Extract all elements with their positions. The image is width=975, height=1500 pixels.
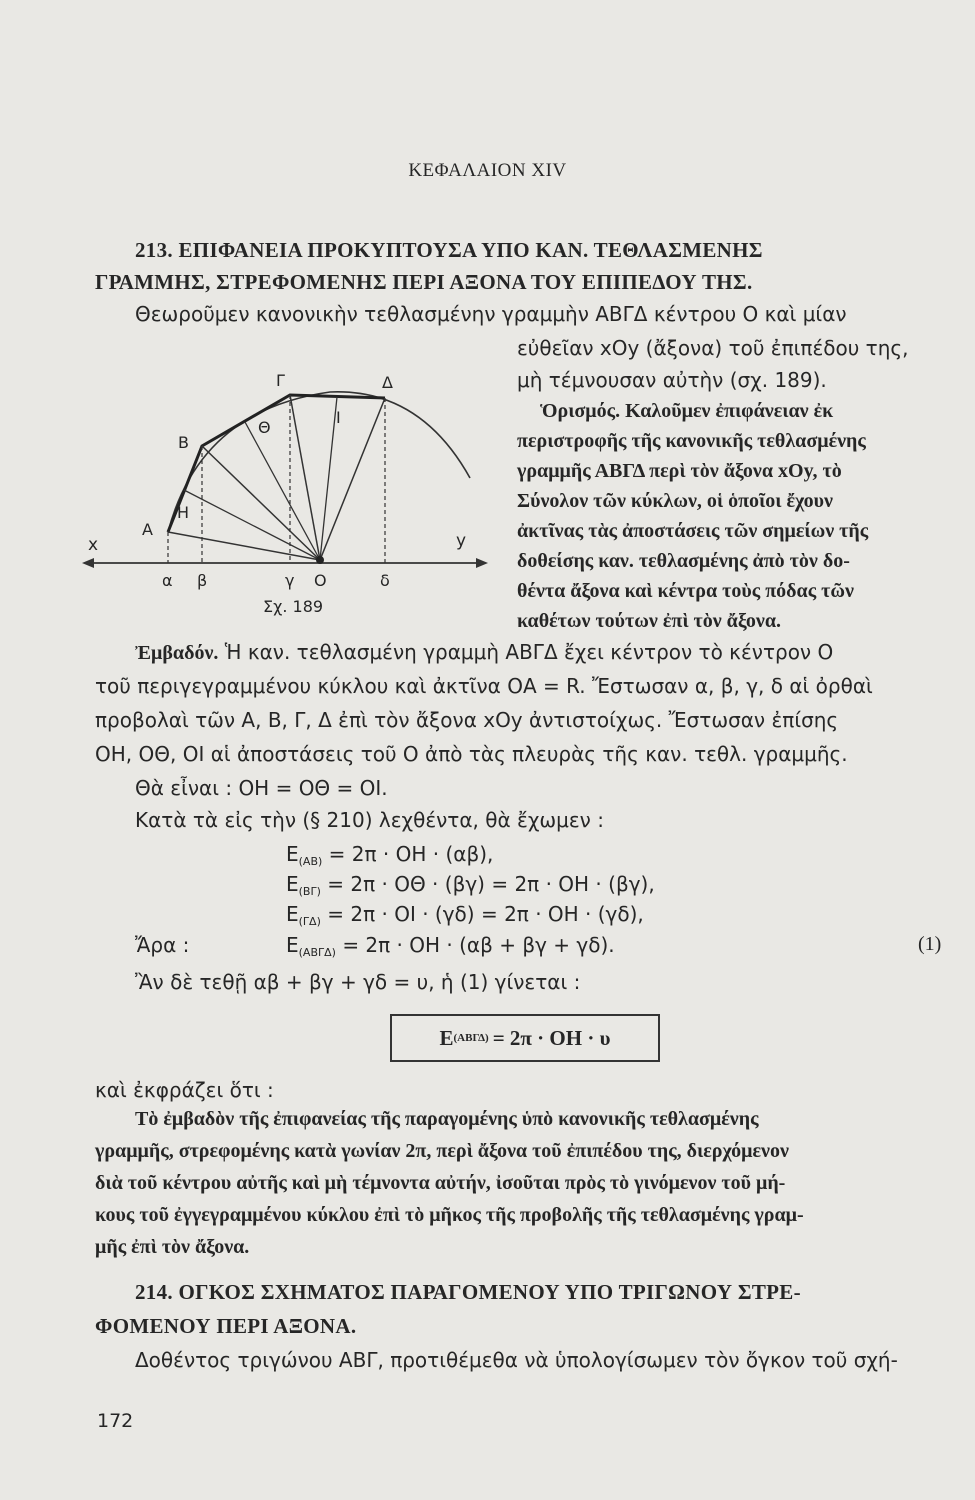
- label-delta: δ: [380, 571, 390, 590]
- area-line: προβολαὶ τῶν Α, Β, Γ, Δ ἐπὶ τὸν ἄξονα xOy ἀντιστοίχως. Ἔστωσαν ἐπίσης: [95, 708, 839, 732]
- theorem-line: διὰ τοῦ κέντρου αὐτῆς καὶ μὴ τέμνοντα αὐτήν, ἰσοῦται πρὸς τὸ γινόμενον τοῦ μή-: [95, 1172, 786, 1194]
- label-x: x: [88, 535, 99, 555]
- page-number: 172: [97, 1410, 134, 1432]
- formula-GD: $E_{(\Gamma\Delta)} = 2\pi \cdot OI \cdot (\gamma\delta) = 2\pi \cdot OH \cdot (\gamma\delta)$,: [286, 902, 644, 928]
- area-line: Θὰ εἶναι : ΟΗ = ΟΘ = ΟΙ.: [135, 776, 388, 800]
- section-213-title-line1: 213. ΕΠΙΦΑΝΕΙΑ ΠΡΟΚΥΠΤΟΥΣΑ ΥΠΟ ΚΑΝ. ΤΕΘΛΑΣΜΕΝΗΣ: [135, 238, 763, 262]
- theorem-line: Τὸ ἐμβαδὸν τῆς ἐπιφανείας τῆς παραγομένης ὑπὸ κανονικῆς τεθλασμένης: [135, 1108, 759, 1130]
- formula-ABGD: $E_{(AB\Gamma\Delta)} = 2\pi \cdot OH \cdot (\alpha\beta + \beta\gamma + \gamma\delta)$.: [286, 933, 615, 959]
- label-alpha: α: [162, 571, 173, 590]
- definition-line: ἀκτῖνας τὰς ἀποστάσεις τῶν σημείων τῆς: [517, 520, 869, 542]
- figure-189: [80, 370, 500, 630]
- expresses-line: καὶ ἐκφράζει ὅτι :: [95, 1078, 274, 1102]
- definition-label: Ὁρισμός.: [540, 400, 621, 422]
- circumscribed-arc: [168, 392, 470, 532]
- area-line: Ἡ καν. τεθλασμένη γραμμὴ ΑΒΓΔ ἔχει κέντρον τὸ κέντρον Ο: [224, 640, 834, 664]
- figure-caption: Σχ. 189: [263, 597, 324, 616]
- section-213-title-line2: ΓΡΑΜΜΗΣ, ΣΤΡΕΦΟΜΕΝΗΣ ΠΕΡΙ ΑΞΟΝΑ ΤΟΥ ΕΠΙΠΕΔΟΥ ΤΗΣ.: [95, 270, 753, 294]
- definition-line: καθέτων τούτων ἐπὶ τὸν ἄξονα.: [517, 610, 781, 632]
- theorem-line: μῆς ἐπὶ τὸν ἄξονα.: [95, 1236, 250, 1258]
- apothem-OH: [184, 490, 320, 560]
- axis-arrow-left-icon: [82, 558, 94, 568]
- radius-OD: [320, 398, 385, 560]
- label-I: Ι: [336, 408, 341, 427]
- formula-BG: $E_{(B\Gamma)} = 2\pi \cdot O\Theta \cdot (\beta\gamma) = 2\pi \cdot OH \cdot (\beta\gamma)$,: [286, 872, 655, 898]
- label-O: Ο: [314, 571, 327, 590]
- area-line: τοῦ περιγεγραμμένου κύκλου καὶ ἀκτῖνα ΟΑ = R. Ἔστωσαν α, β, γ, δ αἱ ὀρθαὶ: [95, 674, 873, 698]
- label-G: Γ: [276, 371, 285, 390]
- definition-line: θέντα ἄξονα καὶ κέντρα τοὺς πόδας τῶν: [517, 580, 854, 602]
- boxed-formula: Ε (ΑΒΓΔ) = 2π · ΟΗ · υ: [390, 1014, 660, 1062]
- polyline-ABGD: [168, 395, 385, 532]
- ara-label: Ἄρα :: [135, 933, 190, 957]
- label-y: y: [456, 531, 467, 551]
- intro-line: Θεωροῦμεν κανονικὴν τεθλασμένην γραμμὴν ΑΒΓΔ κέντρου Ο καὶ μίαν: [135, 302, 847, 326]
- definition-line: δοθείσης καν. τεθλασμένης ἀπὸ τὸν δο-: [517, 550, 850, 572]
- label-Th: Θ: [258, 418, 271, 437]
- intro-line: εὐθεῖαν xOy (ἄξονα) τοῦ ἐπιπέδου της,: [517, 336, 909, 360]
- apothem-OTh: [245, 422, 320, 560]
- apothem-OI: [320, 397, 337, 560]
- label-A: Α: [142, 520, 153, 539]
- section-214-intro: Δοθέντος τριγώνου ΑΒΓ, προτιθέμεθα νὰ ὑπολογίσωμεν τὸν ὄγκον τοῦ σχή-: [135, 1348, 898, 1372]
- label-B: Β: [178, 433, 189, 452]
- area-line: Κατὰ τὰ εἰς τὴν (§ 210) λεχθέντα, θὰ ἔχωμεν :: [135, 808, 604, 832]
- chapter-heading: ΚΕΦΑΛΑΙΟΝ XIV: [408, 160, 567, 181]
- formula-AB: $E_{(AB)} = 2\pi \cdot OH \cdot (\alpha\beta)$,: [286, 842, 494, 868]
- section-214-title-line1: 214. ΟΓΚΟΣ ΣΧΗΜΑΤΟΣ ΠΑΡΑΓΟΜΕΝΟΥ ΥΠΟ ΤΡΙΓΩΝΟΥ ΣΤΡΕ-: [135, 1280, 801, 1304]
- substitution-line: Ἂν δὲ τεθῇ αβ + βγ + γδ = υ, ἡ (1) γίνεται :: [135, 970, 581, 994]
- area-label: Ἐμβαδόν.: [135, 642, 219, 664]
- definition-line: γραμμῆς ΑΒΓΔ περὶ τὸν ἄξονα xOy, τὸ: [517, 460, 842, 482]
- axis-arrow-right-icon: [476, 558, 488, 568]
- label-gamma: γ: [285, 571, 295, 590]
- label-H: Η: [177, 503, 190, 522]
- intro-line: μὴ τέμνουσαν αὐτὴν (σχ. 189).: [517, 368, 827, 392]
- radius-OA: [168, 532, 320, 560]
- theorem-line: γραμμῆς, στρεφομένης κατὰ γωνίαν 2π, περὶ ἄξονα τοῦ ἐπιπέδου της, διερχόμενον: [95, 1140, 789, 1162]
- definition-line: περιστροφῆς τῆς κανονικῆς τεθλασμένης: [517, 430, 866, 452]
- equation-number: (1): [918, 933, 942, 955]
- area-line: ΟΗ, ΟΘ, ΟΙ αἱ ἀποστάσεις τοῦ Ο ἀπὸ τὰς πλευρὰς τῆς καν. τεθλ. γραμμῆς.: [95, 742, 848, 766]
- center-point-O: [316, 556, 324, 564]
- label-D: Δ: [382, 373, 393, 392]
- definition-line: Σύνολον τῶν κύκλων, οἱ ὁποῖοι ἔχουν: [517, 490, 833, 512]
- label-beta: β: [197, 571, 208, 590]
- section-214-title-line2: ΦΟΜΕΝΟΥ ΠΕΡΙ ΑΞΟΝΑ.: [95, 1314, 357, 1338]
- theorem-line: κους τοῦ ἐγγεγραμμένου κύκλου ἐπὶ τὸ μῆκος τῆς προβολῆς τῆς τεθλασμένης γραμ-: [95, 1204, 804, 1226]
- definition-line: Καλοῦμεν ἐπιφάνειαν ἐκ: [625, 400, 834, 422]
